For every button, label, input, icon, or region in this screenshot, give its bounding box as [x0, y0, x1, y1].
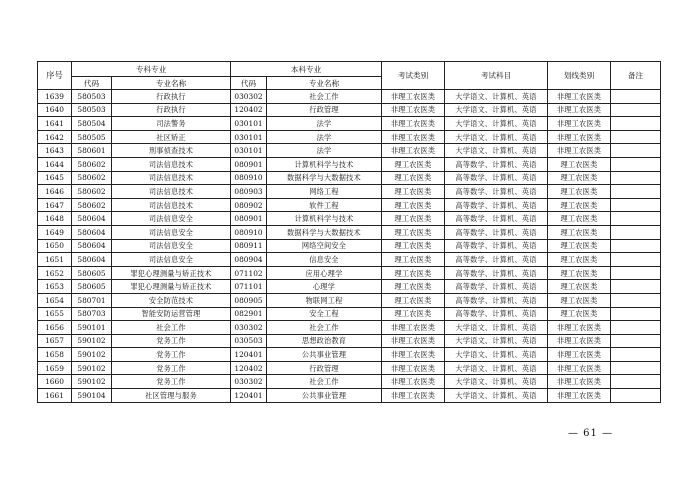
- remark-cell: [611, 225, 661, 239]
- benke-code-cell: 030503: [231, 334, 267, 348]
- line-type-cell: 非理工农医类: [548, 375, 611, 389]
- benke-code-header: 代码: [231, 77, 267, 90]
- zhuanke-code-cell: 580701: [72, 293, 112, 307]
- zhuanke-name-cell: 刑事侦查技术: [112, 144, 231, 158]
- zhuanke-header: 专科专业: [72, 62, 231, 77]
- seq-cell: 1652: [38, 266, 72, 280]
- line-type-header: 划线类别: [548, 62, 611, 90]
- exam-type-cell: 非理工农医类: [382, 130, 445, 144]
- seq-cell: 1661: [38, 389, 72, 403]
- seq-cell: 1647: [38, 198, 72, 212]
- benke-code-cell: 080904: [231, 253, 267, 267]
- exam-type-cell: 非理工农医类: [382, 144, 445, 158]
- table-row: [38, 144, 661, 158]
- zhuanke-name-cell: 司法信息技术: [112, 185, 231, 199]
- benke-name-cell: 应用心理学: [267, 266, 382, 280]
- line-type-cell: 理工农医类: [548, 185, 611, 199]
- exam-type-cell: 理工农医类: [382, 171, 445, 185]
- remark-cell: [611, 334, 661, 348]
- benke-name-cell: 计算机科学与技术: [267, 212, 382, 226]
- zhuanke-name-cell: 司法信息技术: [112, 157, 231, 171]
- remark-cell: [611, 321, 661, 335]
- benke-name-cell: 数据科学与大数据技术: [267, 171, 382, 185]
- exam-type-cell: 理工农医类: [382, 157, 445, 171]
- exam-type-cell: 理工农医类: [382, 225, 445, 239]
- exam-type-cell: 非理工农医类: [382, 117, 445, 131]
- table-row: [38, 225, 661, 239]
- benke-code-cell: 030302: [231, 321, 267, 335]
- zhuanke-name-cell: 党务工作: [112, 348, 231, 362]
- benke-code-cell: 080901: [231, 212, 267, 226]
- seq-cell: 1658: [38, 348, 72, 362]
- benke-code-cell: 120402: [231, 103, 267, 117]
- remark-cell: [611, 103, 661, 117]
- seq-cell: 1642: [38, 130, 72, 144]
- remark-cell: [611, 90, 661, 104]
- table-row: [38, 375, 661, 389]
- zhuanke-name-cell: 司法信息安全: [112, 212, 231, 226]
- exam-type-cell: 非理工农医类: [382, 361, 445, 375]
- line-type-cell: 理工农医类: [548, 157, 611, 171]
- exam-subjects-cell: 高等数学、计算机、英语: [445, 225, 548, 239]
- exam-subjects-cell: 高等数学、计算机、英语: [445, 171, 548, 185]
- benke-name-header: 专业名称: [267, 77, 382, 90]
- benke-name-cell: 法学: [267, 144, 382, 158]
- exam-type-cell: 理工农医类: [382, 307, 445, 321]
- line-type-cell: 理工农医类: [548, 266, 611, 280]
- exam-type-cell: 非理工农医类: [382, 389, 445, 403]
- exam-type-cell: 非理工农医类: [382, 334, 445, 348]
- zhuanke-name-cell: 司法信息安全: [112, 253, 231, 267]
- seq-cell: 1643: [38, 144, 72, 158]
- remark-cell: [611, 198, 661, 212]
- zhuanke-code-cell: 590104: [72, 389, 112, 403]
- benke-name-cell: 网络工程: [267, 185, 382, 199]
- benke-code-cell: 080910: [231, 171, 267, 185]
- zhuanke-name-cell: 安全防范技术: [112, 293, 231, 307]
- line-type-cell: 非理工农医类: [548, 334, 611, 348]
- benke-code-cell: 030302: [231, 375, 267, 389]
- page-number: — 61 —: [568, 428, 614, 439]
- exam-subjects-cell: 大学语文、计算机、英语: [445, 90, 548, 104]
- seq-cell: 1646: [38, 185, 72, 199]
- zhuanke-code-cell: 590102: [72, 334, 112, 348]
- line-type-cell: 理工农医类: [548, 239, 611, 253]
- exam-subjects-cell: 高等数学、计算机、英语: [445, 266, 548, 280]
- zhuanke-name-cell: 司法信息技术: [112, 171, 231, 185]
- table-row: [38, 253, 661, 267]
- benke-name-cell: 物联网工程: [267, 293, 382, 307]
- zhuanke-code-cell: 580504: [72, 117, 112, 131]
- benke-name-cell: 软件工程: [267, 198, 382, 212]
- benke-name-cell: 社会工作: [267, 375, 382, 389]
- exam-subjects-cell: 高等数学、计算机、英语: [445, 157, 548, 171]
- exam-type-cell: 理工农医类: [382, 266, 445, 280]
- exam-subjects-cell: 高等数学、计算机、英语: [445, 293, 548, 307]
- table-row: [38, 348, 661, 362]
- exam-subjects-cell: 高等数学、计算机、英语: [445, 185, 548, 199]
- zhuanke-code-cell: 590102: [72, 361, 112, 375]
- benke-name-cell: 信息安全: [267, 253, 382, 267]
- seq-cell: 1653: [38, 280, 72, 294]
- zhuanke-name-cell: 党务工作: [112, 334, 231, 348]
- benke-name-cell: 数据科学与大数据技术: [267, 225, 382, 239]
- zhuanke-code-cell: 590102: [72, 348, 112, 362]
- zhuanke-code-cell: 590102: [72, 375, 112, 389]
- zhuanke-name-cell: 党务工作: [112, 375, 231, 389]
- seq-cell: 1649: [38, 225, 72, 239]
- seq-cell: 1659: [38, 361, 72, 375]
- seq-cell: 1655: [38, 307, 72, 321]
- table-row: [38, 90, 661, 104]
- line-type-cell: 理工农医类: [548, 253, 611, 267]
- line-type-cell: 非理工农医类: [548, 321, 611, 335]
- exam-subjects-cell: 大学语文、计算机、英语: [445, 334, 548, 348]
- line-type-cell: 理工农医类: [548, 171, 611, 185]
- benke-code-cell: 082901: [231, 307, 267, 321]
- remark-cell: [611, 212, 661, 226]
- exam-type-cell: 非理工农医类: [382, 348, 445, 362]
- seq-cell: 1650: [38, 239, 72, 253]
- remark-cell: [611, 171, 661, 185]
- benke-code-cell: 030302: [231, 90, 267, 104]
- benke-name-cell: 公共事业管理: [267, 389, 382, 403]
- benke-code-cell: 030101: [231, 144, 267, 158]
- zhuanke-code-cell: 580605: [72, 280, 112, 294]
- benke-code-cell: 080903: [231, 185, 267, 199]
- line-type-cell: 理工农医类: [548, 307, 611, 321]
- remark-header: 备注: [611, 62, 661, 90]
- benke-name-cell: 法学: [267, 130, 382, 144]
- benke-code-cell: 080901: [231, 157, 267, 171]
- table-row: [38, 239, 661, 253]
- zhuanke-code-cell: 580604: [72, 212, 112, 226]
- zhuanke-code-cell: 580503: [72, 90, 112, 104]
- exam-subjects-cell: 大学语文、计算机、英语: [445, 361, 548, 375]
- seq-header: 序号: [38, 62, 72, 90]
- remark-cell: [611, 361, 661, 375]
- zhuanke-code-cell: 580505: [72, 130, 112, 144]
- line-type-cell: 理工农医类: [548, 212, 611, 226]
- exam-type-cell: 非理工农医类: [382, 375, 445, 389]
- exam-subjects-cell: 高等数学、计算机、英语: [445, 198, 548, 212]
- exam-type-cell: 理工农医类: [382, 212, 445, 226]
- exam-subjects-cell: 大学语文、计算机、英语: [445, 321, 548, 335]
- benke-code-cell: 071101: [231, 280, 267, 294]
- line-type-cell: 非理工农医类: [548, 361, 611, 375]
- exam-subjects-cell: 高等数学、计算机、英语: [445, 239, 548, 253]
- benke-code-cell: 071102: [231, 266, 267, 280]
- exam-type-cell: 理工农医类: [382, 185, 445, 199]
- exam-subjects-cell: 大学语文、计算机、英语: [445, 144, 548, 158]
- line-type-cell: 非理工农医类: [548, 144, 611, 158]
- seq-cell: 1641: [38, 117, 72, 131]
- benke-code-cell: 080911: [231, 239, 267, 253]
- table-row: [38, 117, 661, 131]
- line-type-cell: 非理工农医类: [548, 389, 611, 403]
- seq-cell: 1640: [38, 103, 72, 117]
- seq-cell: 1660: [38, 375, 72, 389]
- table-row: [38, 171, 661, 185]
- line-type-cell: 非理工农医类: [548, 130, 611, 144]
- zhuanke-code-cell: 590101: [72, 321, 112, 335]
- benke-code-cell: 030101: [231, 117, 267, 131]
- zhuanke-code-cell: 580602: [72, 198, 112, 212]
- zhuanke-name-cell: 社会工作: [112, 321, 231, 335]
- seq-cell: 1651: [38, 253, 72, 267]
- exam-type-cell: 理工农医类: [382, 253, 445, 267]
- table-row: [38, 103, 661, 117]
- seq-cell: 1654: [38, 293, 72, 307]
- zhuanke-name-cell: 行政执行: [112, 103, 231, 117]
- benke-name-cell: 心理学: [267, 280, 382, 294]
- table-row: [38, 130, 661, 144]
- table-body: [38, 90, 661, 403]
- admission-table: [37, 61, 661, 403]
- table-row: [38, 157, 661, 171]
- exam-subjects-cell: 高等数学、计算机、英语: [445, 307, 548, 321]
- seq-cell: 1645: [38, 171, 72, 185]
- remark-cell: [611, 157, 661, 171]
- exam-type-cell: 非理工农医类: [382, 321, 445, 335]
- benke-code-cell: 120402: [231, 361, 267, 375]
- table-row: [38, 334, 661, 348]
- table-row: [38, 321, 661, 335]
- zhuanke-name-cell: 社区矫正: [112, 130, 231, 144]
- zhuanke-code-header: 代码: [72, 77, 112, 90]
- table-row: [38, 212, 661, 226]
- line-type-cell: 理工农医类: [548, 225, 611, 239]
- remark-cell: [611, 307, 661, 321]
- zhuanke-name-cell: 司法信息安全: [112, 239, 231, 253]
- zhuanke-code-cell: 580601: [72, 144, 112, 158]
- line-type-cell: 理工农医类: [548, 293, 611, 307]
- zhuanke-code-cell: 580604: [72, 239, 112, 253]
- exam-type-header: 考试类别: [382, 62, 445, 90]
- table-row: [38, 293, 661, 307]
- remark-cell: [611, 117, 661, 131]
- remark-cell: [611, 266, 661, 280]
- zhuanke-name-cell: 罪犯心理测量与矫正技术: [112, 266, 231, 280]
- exam-subjects-cell: 大学语文、计算机、英语: [445, 348, 548, 362]
- zhuanke-name-cell: 行政执行: [112, 90, 231, 104]
- seq-cell: 1639: [38, 90, 72, 104]
- remark-cell: [611, 293, 661, 307]
- benke-code-cell: 080902: [231, 198, 267, 212]
- table-row: [38, 185, 661, 199]
- benke-name-cell: 公共事业管理: [267, 348, 382, 362]
- benke-code-cell: 080910: [231, 225, 267, 239]
- table-row: [38, 266, 661, 280]
- zhuanke-name-cell: 党务工作: [112, 361, 231, 375]
- table-row: [38, 389, 661, 403]
- exam-subjects-cell: 大学语文、计算机、英语: [445, 117, 548, 131]
- table-row: [38, 280, 661, 294]
- seq-cell: 1644: [38, 157, 72, 171]
- exam-subjects-cell: 高等数学、计算机、英语: [445, 280, 548, 294]
- zhuanke-code-cell: 580605: [72, 266, 112, 280]
- benke-name-cell: 行政管理: [267, 361, 382, 375]
- benke-name-cell: 思想政治教育: [267, 334, 382, 348]
- benke-name-cell: 行政管理: [267, 103, 382, 117]
- exam-type-cell: 理工农医类: [382, 239, 445, 253]
- benke-code-cell: 120401: [231, 348, 267, 362]
- exam-type-cell: 理工农医类: [382, 280, 445, 294]
- seq-cell: 1656: [38, 321, 72, 335]
- line-type-cell: 非理工农医类: [548, 103, 611, 117]
- benke-name-cell: 法学: [267, 117, 382, 131]
- exam-type-cell: 理工农医类: [382, 293, 445, 307]
- zhuanke-name-cell: 社区管理与服务: [112, 389, 231, 403]
- zhuanke-code-cell: 580604: [72, 253, 112, 267]
- line-type-cell: 非理工农医类: [548, 90, 611, 104]
- line-type-cell: 非理工农医类: [548, 117, 611, 131]
- line-type-cell: 非理工农医类: [548, 348, 611, 362]
- table-row: [38, 361, 661, 375]
- benke-header: 本科专业: [231, 62, 382, 77]
- table-row: [38, 198, 661, 212]
- remark-cell: [611, 239, 661, 253]
- remark-cell: [611, 253, 661, 267]
- benke-name-cell: 社会工作: [267, 321, 382, 335]
- benke-code-cell: 030101: [231, 130, 267, 144]
- exam-subjects-cell: 大学语文、计算机、英语: [445, 389, 548, 403]
- exam-subjects-header: 考试科目: [445, 62, 548, 90]
- benke-name-cell: 安全工程: [267, 307, 382, 321]
- zhuanke-name-cell: 司法信息安全: [112, 225, 231, 239]
- remark-cell: [611, 389, 661, 403]
- zhuanke-name-cell: 罪犯心理测量与矫正技术: [112, 280, 231, 294]
- zhuanke-code-cell: 580604: [72, 225, 112, 239]
- benke-code-cell: 080905: [231, 293, 267, 307]
- seq-cell: 1657: [38, 334, 72, 348]
- seq-cell: 1648: [38, 212, 72, 226]
- exam-subjects-cell: 高等数学、计算机、英语: [445, 212, 548, 226]
- line-type-cell: 理工农医类: [548, 280, 611, 294]
- remark-cell: [611, 348, 661, 362]
- remark-cell: [611, 375, 661, 389]
- remark-cell: [611, 280, 661, 294]
- remark-cell: [611, 185, 661, 199]
- benke-name-cell: 计算机科学与技术: [267, 157, 382, 171]
- table-row: [38, 307, 661, 321]
- exam-subjects-cell: 大学语文、计算机、英语: [445, 375, 548, 389]
- zhuanke-code-cell: 580703: [72, 307, 112, 321]
- zhuanke-name-header: 专业名称: [112, 77, 231, 90]
- exam-type-cell: 非理工农医类: [382, 103, 445, 117]
- exam-type-cell: 理工农医类: [382, 198, 445, 212]
- zhuanke-name-cell: 司法警务: [112, 117, 231, 131]
- exam-subjects-cell: 高等数学、计算机、英语: [445, 253, 548, 267]
- exam-type-cell: 非理工农医类: [382, 90, 445, 104]
- benke-name-cell: 社会工作: [267, 90, 382, 104]
- zhuanke-code-cell: 580503: [72, 103, 112, 117]
- table-header: [38, 62, 661, 90]
- line-type-cell: 理工农医类: [548, 198, 611, 212]
- exam-subjects-cell: 大学语文、计算机、英语: [445, 103, 548, 117]
- benke-code-cell: 120401: [231, 389, 267, 403]
- zhuanke-name-cell: 司法信息技术: [112, 198, 231, 212]
- zhuanke-code-cell: 580602: [72, 171, 112, 185]
- zhuanke-name-cell: 智能安防运营管理: [112, 307, 231, 321]
- benke-name-cell: 网络空间安全: [267, 239, 382, 253]
- exam-subjects-cell: 大学语文、计算机、英语: [445, 130, 548, 144]
- zhuanke-code-cell: 580602: [72, 185, 112, 199]
- zhuanke-code-cell: 580602: [72, 157, 112, 171]
- remark-cell: [611, 130, 661, 144]
- remark-cell: [611, 144, 661, 158]
